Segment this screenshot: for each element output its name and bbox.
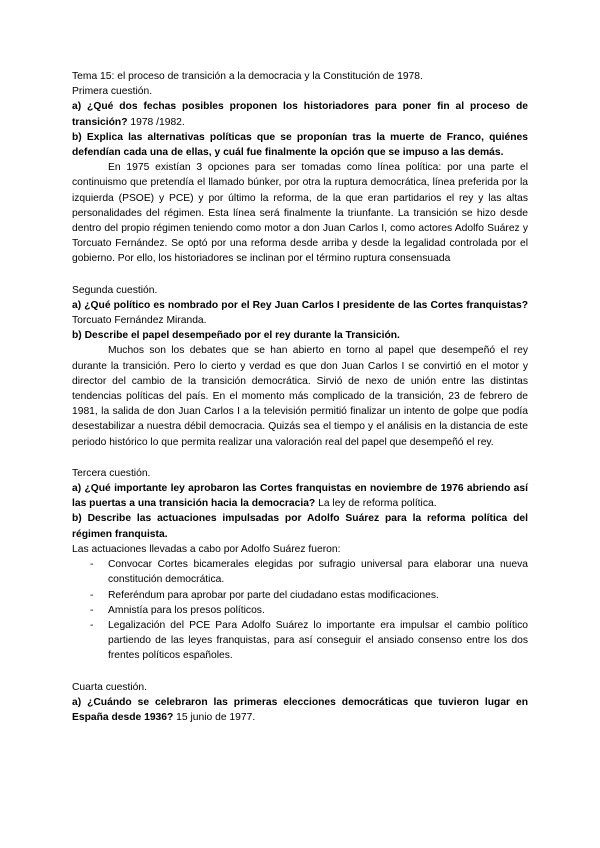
answer-4a: 15 junio de 1977. xyxy=(173,711,256,723)
question-3a xyxy=(72,481,528,511)
question-2a-text: a) ¿Qué político es nombrado por el Rey Juan Carlos I presidente de las Cortes franquistas? xyxy=(72,299,528,311)
list-item xyxy=(72,557,528,587)
section-heading-3: Tercera cuestión. xyxy=(72,467,151,479)
document-title: Tema 15: el proceso de transición a la democracia y la Constitución de 1978. xyxy=(72,71,423,82)
spacer xyxy=(72,664,528,680)
spacer xyxy=(72,450,528,466)
answer-1a: 1978 /1982. xyxy=(127,116,185,128)
answer-1b: En 1975 existían 3 opciones para ser tomadas como línea política: por una parte el continuismo que pretendía el llamado búnker, por otra la ruptura democrática, línea preferida por la izquierda (PSOE) y PCE) y por último la reforma, de la que eran partidarios el rey y las altas personalidades del régimen. Esta línea será finalmente la triunfante. La transición se hizo desde dentro del propio régimen teniendo como motor a don Juan Carlos I, como actores Adolfo Suárez y Torcuato Fernández. Se optó por una reforma desde arriba y desde la legalidad controlada por el gobierno. Por ello, los historiadores se inclinan por el término ruptura consensuada xyxy=(72,162,528,265)
spacer xyxy=(72,267,528,283)
list-item xyxy=(72,603,528,618)
question-3a-text: a) ¿Qué importante ley aprobaron las Cortes franquistas en noviembre de 1976 abriendo así las puertas a una transición hacia la democracia? xyxy=(72,483,528,510)
list-item-text: Referéndum para aprobar por parte del ciudadano estas modificaciones. xyxy=(108,589,439,601)
list-bullet: - xyxy=(90,604,94,616)
question-2a xyxy=(72,298,528,328)
answer-3a: La ley de reforma política. xyxy=(315,498,437,510)
list-item-text: Legalización del PCE Para Adolfo Suárez lo importante era impulsar el cambio político partiendo de las leyes franquistas, para así conseguir el ansiado consenso entre los dos frentes políticos españoles. xyxy=(108,619,528,662)
section-heading-2: Segunda cuestión. xyxy=(72,284,158,296)
question-2b: b) Describe el papel desempeñado por el rey durante la Transición. xyxy=(72,330,400,342)
section-heading-4: Cuarta cuestión. xyxy=(72,681,147,693)
list-item xyxy=(72,618,528,664)
question-1a xyxy=(72,99,528,129)
question-4a xyxy=(72,695,528,725)
list-item xyxy=(72,588,528,603)
list-item-text: Amnistía para los presos políticos. xyxy=(108,604,265,616)
section-heading-1: Primera cuestión. xyxy=(72,86,153,98)
answer-3b-intro: Las actuaciones llevadas a cabo por Adolfo Suárez fueron: xyxy=(72,543,341,555)
list-bullet: - xyxy=(90,589,94,601)
question-1a-text: a) ¿Qué dos fechas posibles proponen los historiadores para poner fin al proceso de transición? xyxy=(72,101,528,128)
list-bullet: - xyxy=(90,619,94,631)
list-bullet: - xyxy=(90,559,94,571)
list-item-text: Convocar Cortes bicamerales elegidas por sufragio universal para elaborar una nueva constitución democrática. xyxy=(108,559,528,586)
answer-2a: Torcuato Fernández Miranda. xyxy=(72,315,207,327)
answer-2b: Muchos son los debates que se han abierto en torno al papel que desempeñó el rey durante la transición. Pero lo cierto y verdad es que don Juan Carlos I se convirtió en el motor y director del cambio de la transición democrática. Sirvió de nexo de unión entre las distintas tendencias políticas del país. En el momento más complicado de la transición, 23 de febrero de 1981, la salida de don Juan Carlos I a la televisión permitió finalizar un intento de golpe que podía desestabilizar a nuestra débil democracia. Quizás sea el tiempo y el análisis en la distancia de este periodo histórico lo que permita realizar una valoración real del papel que desempeñó el rey. xyxy=(72,345,528,448)
document-body xyxy=(72,69,528,725)
actions-list xyxy=(72,557,528,663)
question-3b: b) Describe las actuaciones impulsadas por Adolfo Suárez para la reforma política del régimen franquista. xyxy=(72,513,528,540)
question-1b: b) Explica las alternativas políticas que se proponían tras la muerte de Franco, quiénes defendían cada una de ellas, y cuál fue finalmente la opción que se impuso a las demás. xyxy=(72,131,528,159)
question-4a-text: a) ¿Cuándo se celebraron las primeras elecciones democráticas que tuvieron lugar en España desde 1936? xyxy=(72,696,528,723)
